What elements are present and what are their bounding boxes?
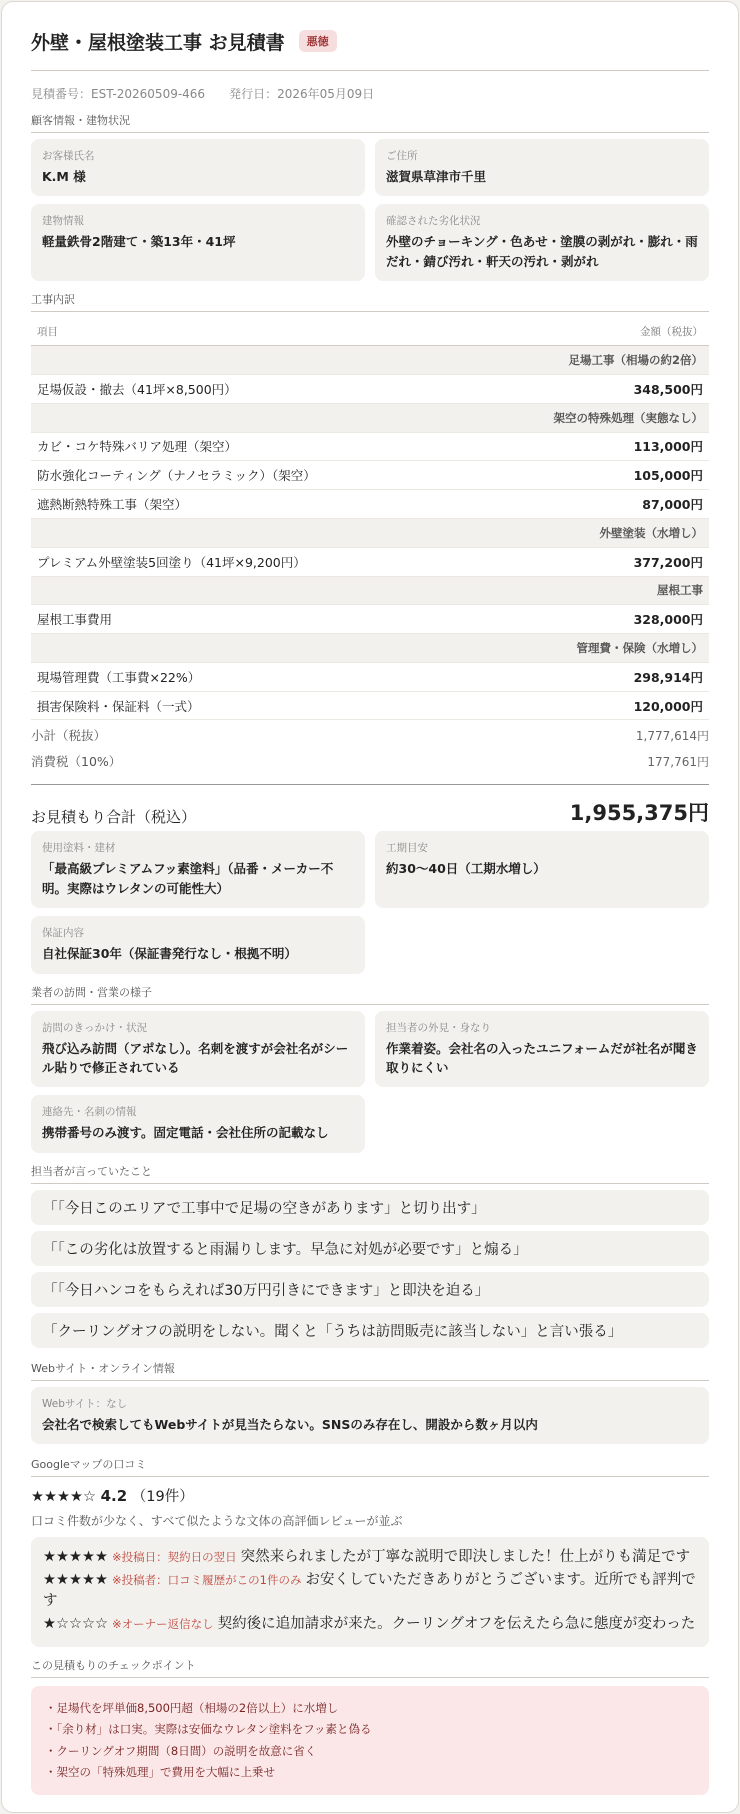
divider (31, 70, 709, 71)
category-row (31, 518, 709, 547)
table-row (31, 461, 709, 490)
table-row (31, 662, 709, 691)
google-rating (31, 1485, 709, 1506)
list-item: ・ 「余り材」は口実。実際は安価なウレタン塗料をフッ素と偽る (45, 1719, 695, 1740)
list-item: 「クーリングオフの説明をしない。聞くと「うちは訪問販売に該当しない」と言い張る」 (31, 1313, 709, 1348)
spec-info (31, 831, 709, 973)
item-label: 現場管理費（工事費×22%） (31, 662, 561, 691)
period-card (375, 831, 709, 908)
list-item: 「「この劣化は放置すると雨漏りします。早急に対処が必要です」と煽る」 (31, 1231, 709, 1266)
item-amount: 298,914円 (561, 662, 709, 691)
web-card (31, 1387, 709, 1444)
star-rating-icon: ★★★★★ (43, 1549, 108, 1566)
material-info: 「最高級プレミアムフッ素塗料」（品番・メーカー不明。実際はウレタンの可能性大） (42, 861, 334, 896)
review-text: お安くしていただきありがとうございます。近所でも評判です (43, 1572, 696, 1610)
item-label: 防水強化コーティング（ナノセラミック）（架空） (31, 461, 561, 490)
customer-info (31, 139, 709, 281)
period-info: 約30〜40日（工期水増し） (386, 861, 546, 877)
item-amount: 105,000円 (561, 461, 709, 490)
item-label: プレミアム外壁塗装5回塗り（41坪×9,200円） (31, 547, 561, 576)
tax-value: 177,761円 (647, 754, 709, 769)
item-amount: 348,500円 (561, 374, 709, 403)
section-title-web: Webサイト・オンライン情報 (31, 1360, 709, 1381)
contact-info: 携帯番号のみ渡す。固定電話・会社住所の記載なし (42, 1125, 329, 1141)
section-title-google: Googleマップの口コミ (31, 1456, 709, 1477)
issue-date: 発行日：2026年05月09日 (229, 87, 375, 101)
item-label: 損害保険料・保証料（一式） (31, 691, 561, 720)
card-label: 確認された劣化状況 (386, 215, 481, 228)
list-item: ・ 足場代を坪単価8,500円超（相場の2倍以上）に水増し (45, 1698, 695, 1719)
building-info-card (31, 204, 365, 281)
card-label: 使用塗料・建材 (42, 842, 116, 855)
appearance-card (375, 1011, 709, 1088)
item-amount: 87,000円 (561, 490, 709, 519)
warranty-card (31, 916, 365, 973)
review-list (31, 1537, 709, 1647)
star-rating-icon: ★★★★☆ (31, 1489, 96, 1506)
subtotal-row (31, 722, 709, 748)
category-row (31, 576, 709, 605)
table-row (31, 374, 709, 403)
table-row (31, 490, 709, 519)
section-title-sayings: 担当者が言っていたこと (31, 1163, 709, 1184)
visit-info (31, 1011, 709, 1153)
table-row (31, 547, 709, 576)
list-item: 「「今日このエリアで工事中で足場の空きがあります」と切り出す」 (31, 1190, 709, 1225)
item-amount: 328,000円 (561, 605, 709, 634)
rating-score: 4.2 (100, 1487, 128, 1506)
review-text: 突然来られましたが丁寧な説明で即決しました！仕上がりも満足です (240, 1549, 691, 1566)
estimate-meta (31, 85, 709, 102)
header (31, 24, 709, 58)
tax-label: 消費税（10%） (31, 754, 122, 770)
item-label: 遮熱断熱特殊工事（架空） (31, 490, 561, 519)
category-row (31, 634, 709, 663)
item-label: カビ・コケ特殊バリア処理（架空） (31, 432, 561, 461)
review-flag: ※投稿者：口コミ履歴がこの1件のみ (112, 1573, 302, 1588)
page-title: 外壁・屋根塗装工事 お見積書 (31, 31, 285, 54)
card-label: 工期目安 (386, 842, 428, 855)
customer-address-card (375, 139, 709, 196)
customer-name: K.M 様 (42, 169, 86, 184)
item-label: 足場仮設・撤去（41坪×8,500円） (31, 374, 561, 403)
category-label: 外壁塗装（水増し） (31, 518, 709, 547)
web-info: 会社名で検索してもWebサイトが見当たらない。SNSのみ存在し、開設から数ヶ月以内 (42, 1416, 538, 1432)
category-label: 屋根工事 (31, 576, 709, 605)
review-item (43, 1614, 697, 1635)
star-rating-icon: ★★★★★ (43, 1572, 108, 1589)
total-value: 1,955,375円 (569, 801, 709, 826)
deterioration-card (375, 204, 709, 281)
card-label: Webサイト：なし (42, 1397, 128, 1410)
list-item: ・ クーリングオフ期間（8日間）の説明を故意に省く (45, 1741, 695, 1762)
review-flag: ※オーナー返信なし (112, 1617, 214, 1632)
card-label: お客様氏名 (42, 150, 95, 162)
card-label: ご住所 (386, 150, 418, 162)
section-title-visit: 業者の訪問・営業の様子 (31, 984, 709, 1005)
category-label: 管理費・保険（水増し） (31, 634, 709, 663)
section-title-breakdown: 工事内訳 (31, 291, 709, 312)
review-flag: ※投稿日：契約日の翌日 (112, 1550, 237, 1565)
breakdown-table (31, 318, 709, 720)
card-label: 連絡先・名刺の情報 (42, 1106, 137, 1119)
item-amount: 120,000円 (561, 691, 709, 720)
status-badge: 悪徳 (299, 30, 337, 52)
contact-card (31, 1095, 365, 1152)
review-item (43, 1570, 697, 1612)
item-amount: 377,200円 (561, 547, 709, 576)
category-row (31, 403, 709, 432)
category-label: 足場工事（相場の約2倍） (31, 346, 709, 375)
list-item: ・ 架空の「特殊処理」で費用を大幅に上乗せ (45, 1762, 695, 1783)
warranty-info: 自社保証30年（保証書発行なし・根拠不明） (42, 946, 297, 962)
table-row (31, 605, 709, 634)
tax-row (31, 748, 709, 774)
checkpoint-list (31, 1686, 709, 1795)
star-rating-icon: ★☆☆☆☆ (43, 1616, 108, 1633)
review-item (43, 1547, 697, 1568)
table-header (31, 318, 709, 346)
item-label: 屋根工事費用 (31, 605, 561, 634)
subtotal-label: 小計（税抜） (31, 728, 107, 744)
deterioration-status: 外壁のチョーキング・色あせ・塗膜の剥がれ・膨れ・雨だれ・錆び汚れ・軒天の汚れ・剥がれ (386, 234, 698, 269)
table-row (31, 691, 709, 720)
total-label: お見積もり合計（税込） (31, 808, 197, 827)
estimate-document (1, 1, 739, 1813)
table-row (31, 432, 709, 461)
total-row (31, 784, 709, 827)
section-title-checkpoints: この見積もりのチェックポイント (31, 1657, 709, 1678)
category-label: 架空の特殊処理（実態なし） (31, 403, 709, 432)
sayings-list (31, 1190, 709, 1348)
appearance-info: 作業着姿。会社名の入ったユニフォームだが社名が聞き取りにくい (386, 1040, 698, 1075)
section-title-customer: 顧客情報・建物状況 (31, 112, 709, 133)
visit-trigger: 飛び込み訪問（アポなし）。名刺を渡すが会社名がシール貼りで修正されている (42, 1040, 349, 1075)
customer-address: 滋賀県草津市千里 (386, 169, 487, 184)
visit-trigger-card (31, 1011, 365, 1088)
item-amount: 113,000円 (561, 432, 709, 461)
review-text: 契約後に追加請求が来た。クーリングオフを伝えたら急に態度が変わった (217, 1616, 696, 1633)
column-header-amount: 金額（税抜） (561, 318, 709, 346)
customer-name-card (31, 139, 365, 196)
card-label: 建物情報 (42, 215, 84, 228)
review-count: （19件） (131, 1489, 194, 1506)
rating-note: 口コミ件数が少なく、すべて似たような文体の高評価レビューが並ぶ (31, 1514, 403, 1529)
column-header-item: 項目 (31, 318, 561, 346)
list-item: 「「今日ハンコをもらえれば30万円引きにできます」と即決を迫る」 (31, 1272, 709, 1307)
building-info: 軽量鉄骨2階建て・築13年・41坪 (42, 234, 236, 250)
breakdown-rows (31, 346, 709, 720)
subtotal-value: 1,777,614円 (635, 728, 709, 743)
category-row (31, 346, 709, 375)
card-label: 保証内容 (42, 927, 84, 940)
card-label: 担当者の外見・身なり (386, 1021, 491, 1034)
estimate-number: 見積番号：EST-20260509-466 (31, 87, 206, 101)
material-card (31, 831, 365, 908)
card-label: 訪問のきっかけ・状況 (42, 1021, 147, 1034)
